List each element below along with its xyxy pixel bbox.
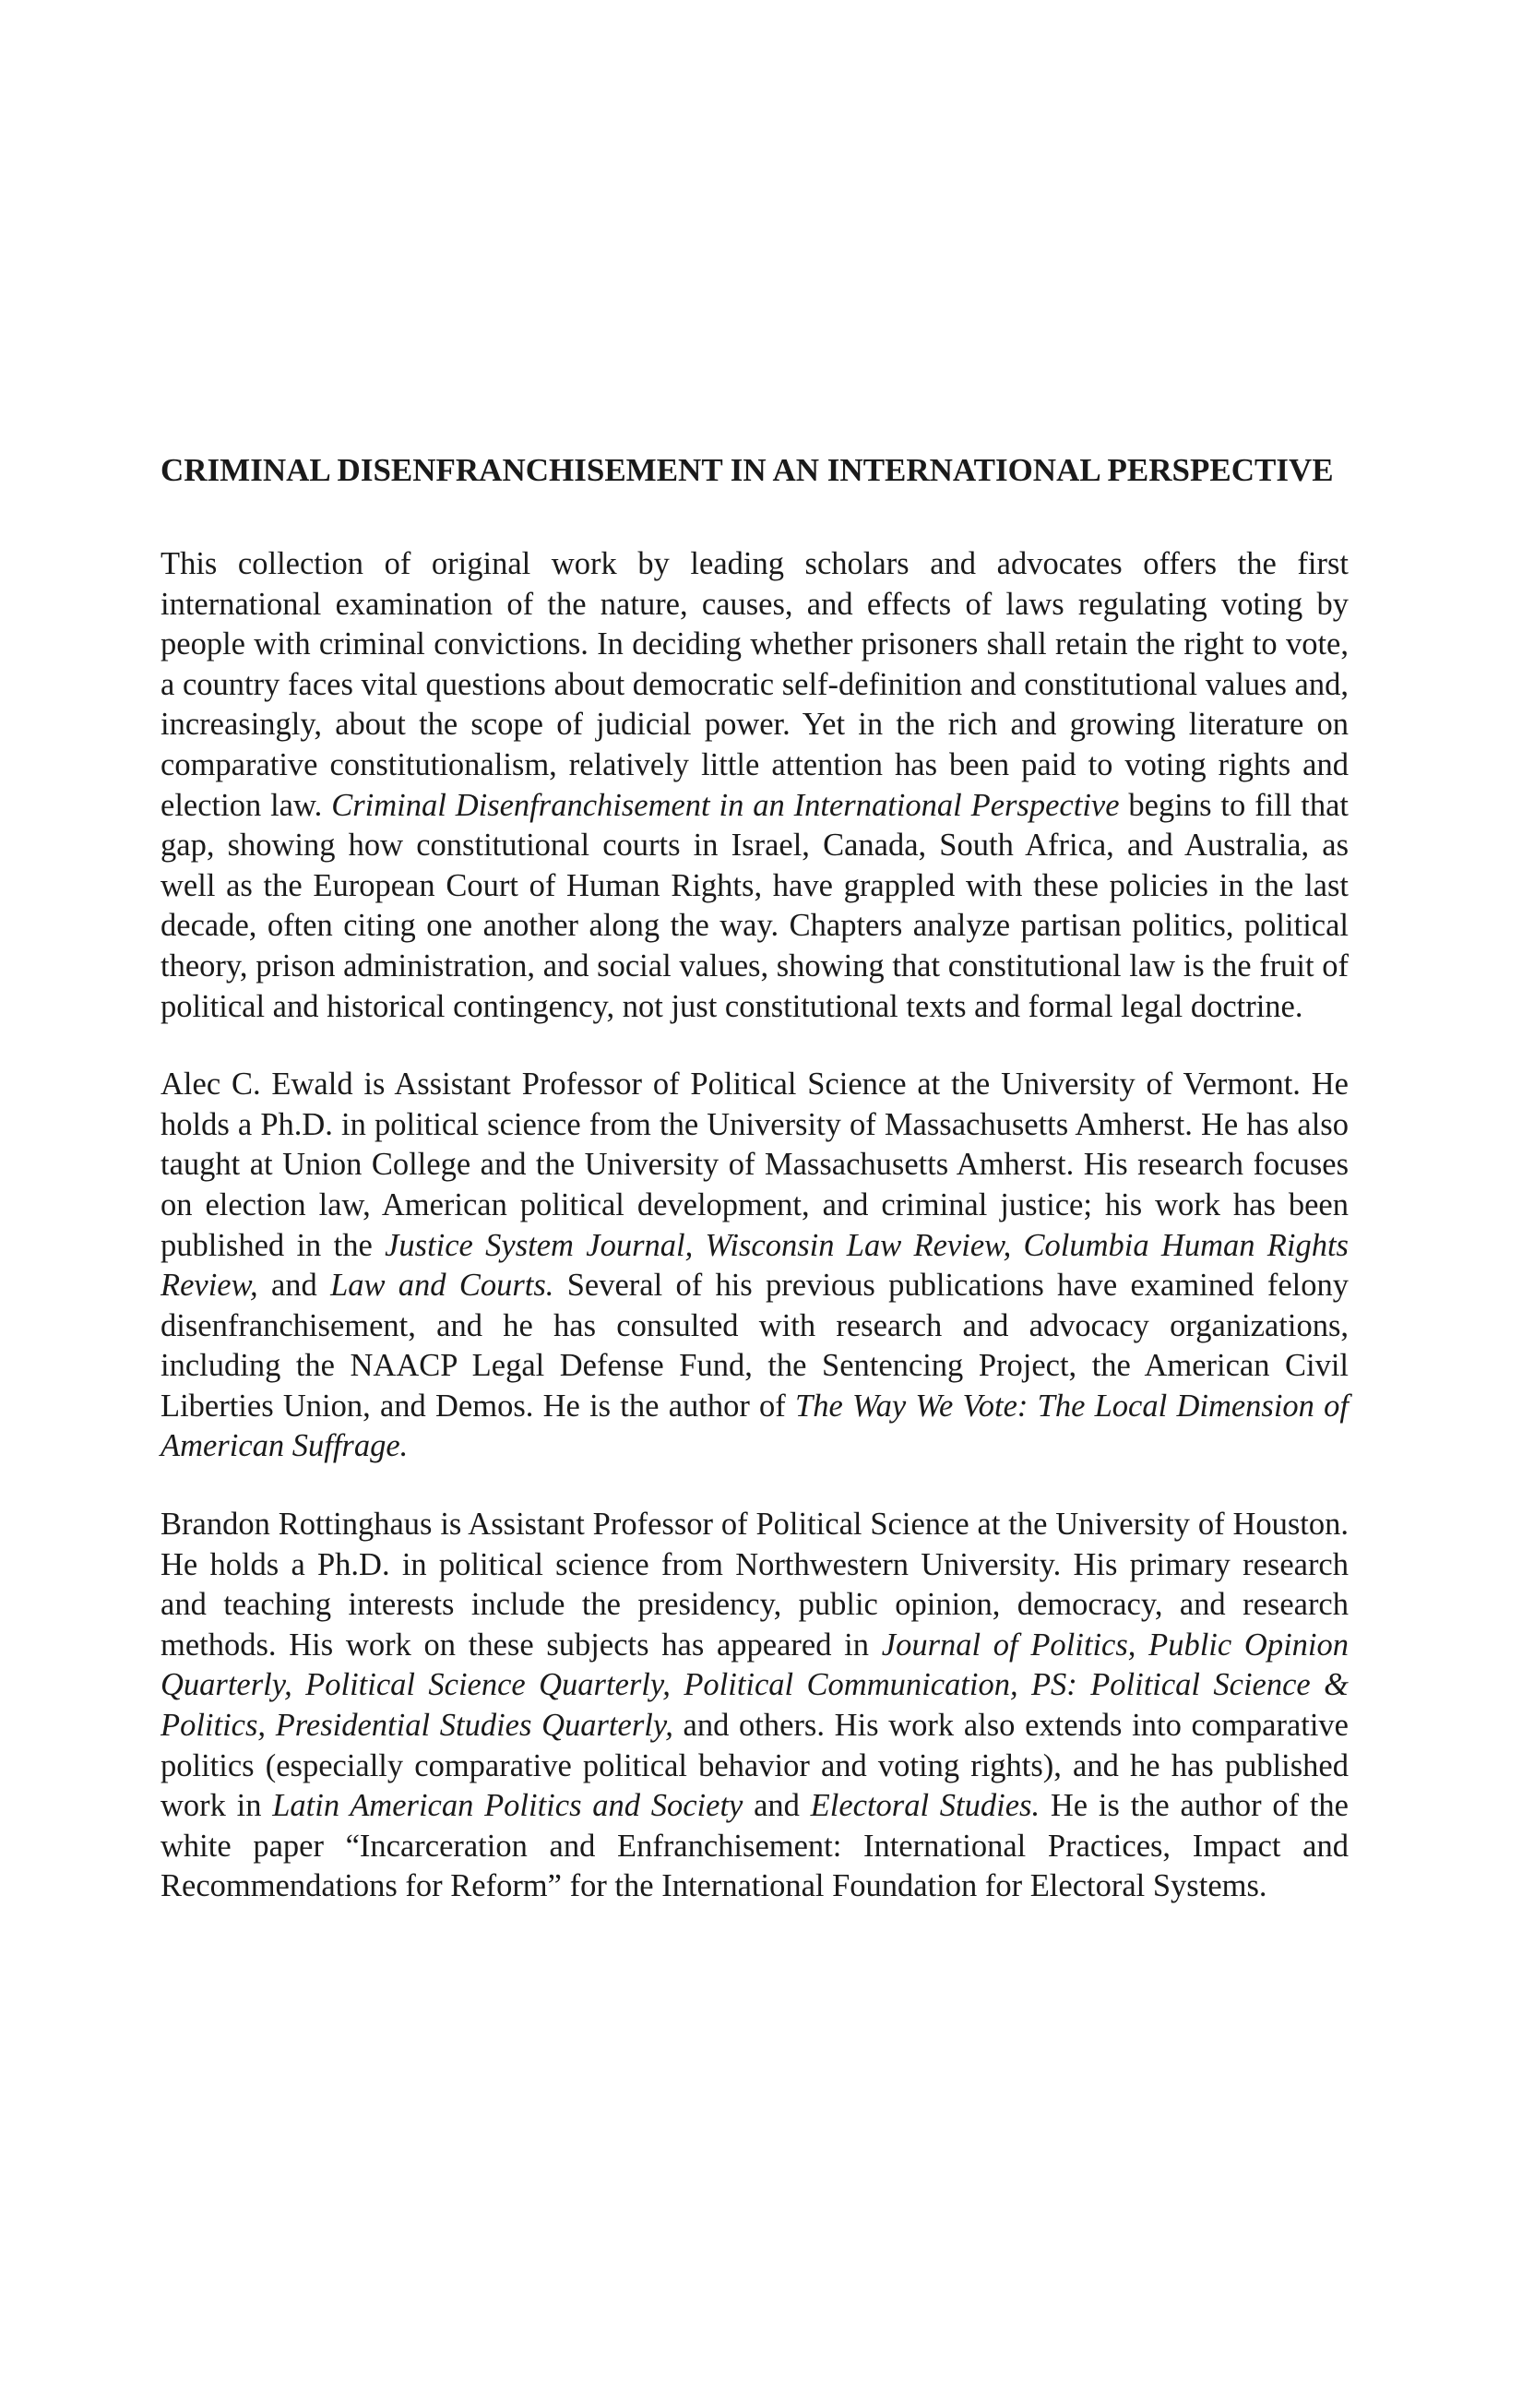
rottinghaus-text-1: Brandon Rottinghaus is Assistant Professor of Political Science at the University of Houston. He holds a Ph.D. in political science from Northwestern University. His primary research and teaching interests include the presidency, public opinion, democracy, and research methods. His work on these subjects has appeared in [161, 1507, 1349, 1663]
rottinghaus-journal-electoral: Electoral Studies. [810, 1788, 1040, 1824]
author-bio-ewald [161, 1065, 1349, 1467]
ewald-text-3: Several of his previous publications have examined felony disenfranchisement, and he has consulted with research and advocacy organizations, including the NAACP Legal Defense Fund, the Sentencing Project, the American Civil Liberties Union, and Demos. He is the author of [161, 1268, 1349, 1424]
book-description [161, 544, 1349, 1027]
rottinghaus-text-4: He is the author of the white paper “Incarceration and Enfranchisement: International Practices, Impact and Recommendations for Reform” for the International Foundation for Electoral Systems. [161, 1788, 1349, 1904]
rottinghaus-text-2: and others. His work also extends into comparative politics (especially comparative political behavior and voting rights), and he has published work in [161, 1708, 1349, 1824]
ewald-text-2: and [257, 1268, 331, 1304]
author-bio-rottinghaus [161, 1505, 1349, 1907]
ewald-journal-law-courts: Law and Courts. [330, 1268, 554, 1304]
ewald-text-1: Alec C. Ewald is Assistant Professor of Political Science at the University of Vermont. He holds a Ph.D. in political science from the University of Massachusetts Amherst. He has also taught at Union College and the University of Massachusetts Amherst. His research focuses on election law, American political development, and criminal justice; his work has been published in the [161, 1067, 1349, 1263]
rottinghaus-journal-lap: Latin American Politics and Society [272, 1788, 743, 1824]
ewald-book-title: The Way We Vote: The Local Dimension of American Suffrage. [161, 1388, 1349, 1464]
page-title: CRIMINAL DISENFRANCHISEMENT IN AN INTERNATIONAL PERSPECTIVE [161, 452, 1334, 488]
description-book-title: Criminal Disenfranchisement in an International Perspective [331, 787, 1120, 823]
description-text-1: This collection of original work by leading scholars and advocates offers the first international examination of the nature, causes, and effects of laws regulating voting by people with criminal convictions. In deciding whether prisoners shall retain the right to vote, a country faces vital questions about democratic self-definition and constitutional values and, increasingly, about the scope of judicial power. Yet in the rich and growing literature on comparative constitutionalism, relatively little attention has been paid to voting rights and election law. [161, 546, 1349, 823]
ewald-journals: Justice System Journal, Wisconsin Law Review, Columbia Human Rights Review, [161, 1227, 1349, 1304]
rottinghaus-journals: Journal of Politics, Public Opinion Quarterly, Political Science Quarterly, Political Communication, PS: Political Science & Politics, Presidential Studies Quarterly, [161, 1627, 1349, 1744]
rottinghaus-text-3: and [743, 1788, 811, 1824]
page-content [161, 450, 1349, 1945]
description-text-2: begins to fill that gap, showing how constitutional courts in Israel, Canada, South Africa, and Australia, as well as the European Court of Human Rights, have grappled with these policies in the last decade, often citing one another along the way. Chapters analyze partisan politics, political theory, prison administration, and social values, showing that constitutional law is the fruit of political and historical contingency, not just constitutional texts and formal legal doctrine. [161, 787, 1349, 1024]
